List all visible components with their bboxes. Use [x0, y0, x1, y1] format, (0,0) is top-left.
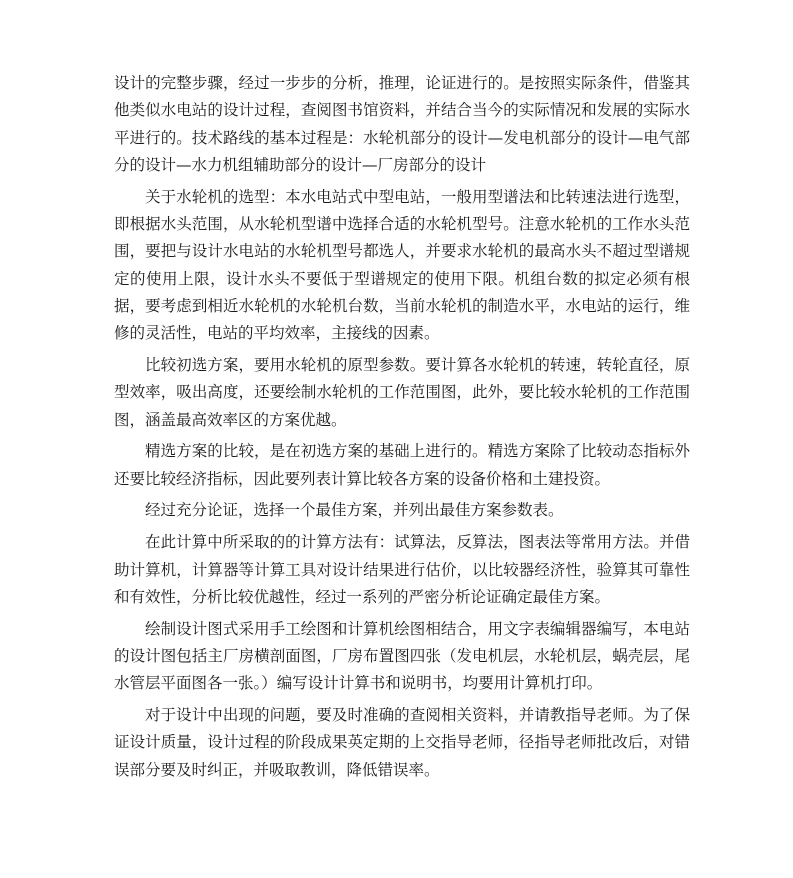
paragraph-6: 在此计算中所采取的的计算方法有：试算法，反算法，图表法等常用方法。并借助计算机，计算器等计算工具对设计结果进行估价，以比较器经济性，验算其可靠性和有效性，分析比较优越性，经过一系列的严密分析论证确定最佳方案。: [114, 533, 690, 606]
document-body: [114, 70, 690, 788]
paragraph-2: 关于水轮机的选型：本水电站式中型电站，一般用型谱法和比转速法进行选型，即根据水头范围，从水轮机型谱中选择合适的水轮机型号。注意水轮机的工作水头范围，要把与设计水电站的水轮机型号都选人，并要求水轮机的最高水头不超过型谱规定的使用上限，设计水头不要低于型谱规定的使用下限。机组台数的拟定必须有根据，要考虑到相近水轮机的水轮机台数，当前水轮机的制造水平，水电站的运行，维修的灵活性，电站的平均效率，主接线的因素。: [114, 187, 690, 343]
paragraph-5: 经过充分论证，选择一个最佳方案，并列出最佳方案参数表。: [145, 501, 564, 520]
paragraph-8: 对于设计中出现的问题，要及时准确的查阅相关资料，并请教指导老师。为了保证设计质量，设计过程的阶段成果英定期的上交指导老师，径指导老师批改后，对错误部分要及时纠正，并吸取教训，降低错误率。: [114, 706, 690, 779]
paragraph-4: 精选方案的比较，是在初选方案的基础上进行的。精选方案除了比较动态指标外还要比较经济指标，因此要列表计算比较各方案的设备价格和土建投资。: [114, 442, 690, 488]
paragraph-3: 比较初选方案，要用水轮机的原型参数。要计算各水轮机的转速，转轮直径，原型效率，吸出高度，还要绘制水轮机的工作范围图，此外，要比较水轮机的工作范围图，涵盖最高效率区的方案优越。: [114, 355, 690, 429]
paragraph-7: 绘制设计图式采用手工绘图和计算机绘图相结合，用文字表编辑器编写，本电站的设计图包括主厂房横剖面图，厂房布置图四张（发电机层，水轮机层，蜗壳层，尾水管层平面图各一张。）编写设计计算书和说明书，均要用计算机打印。: [114, 619, 690, 693]
paragraph-1: 设计的完整步骤，经过一步步的分析，推理，论证进行的。是按照实际条件，借鉴其他类似水电站的设计过程，查阅图书馆资料，并结合当今的实际情况和发展的实际水平进行的。技术路线的基本过程是：水轮机部分的设计—发电机部分的设计—电气部分的设计—水力机组辅助部分的设计—厂房部分的设计: [114, 74, 690, 174]
